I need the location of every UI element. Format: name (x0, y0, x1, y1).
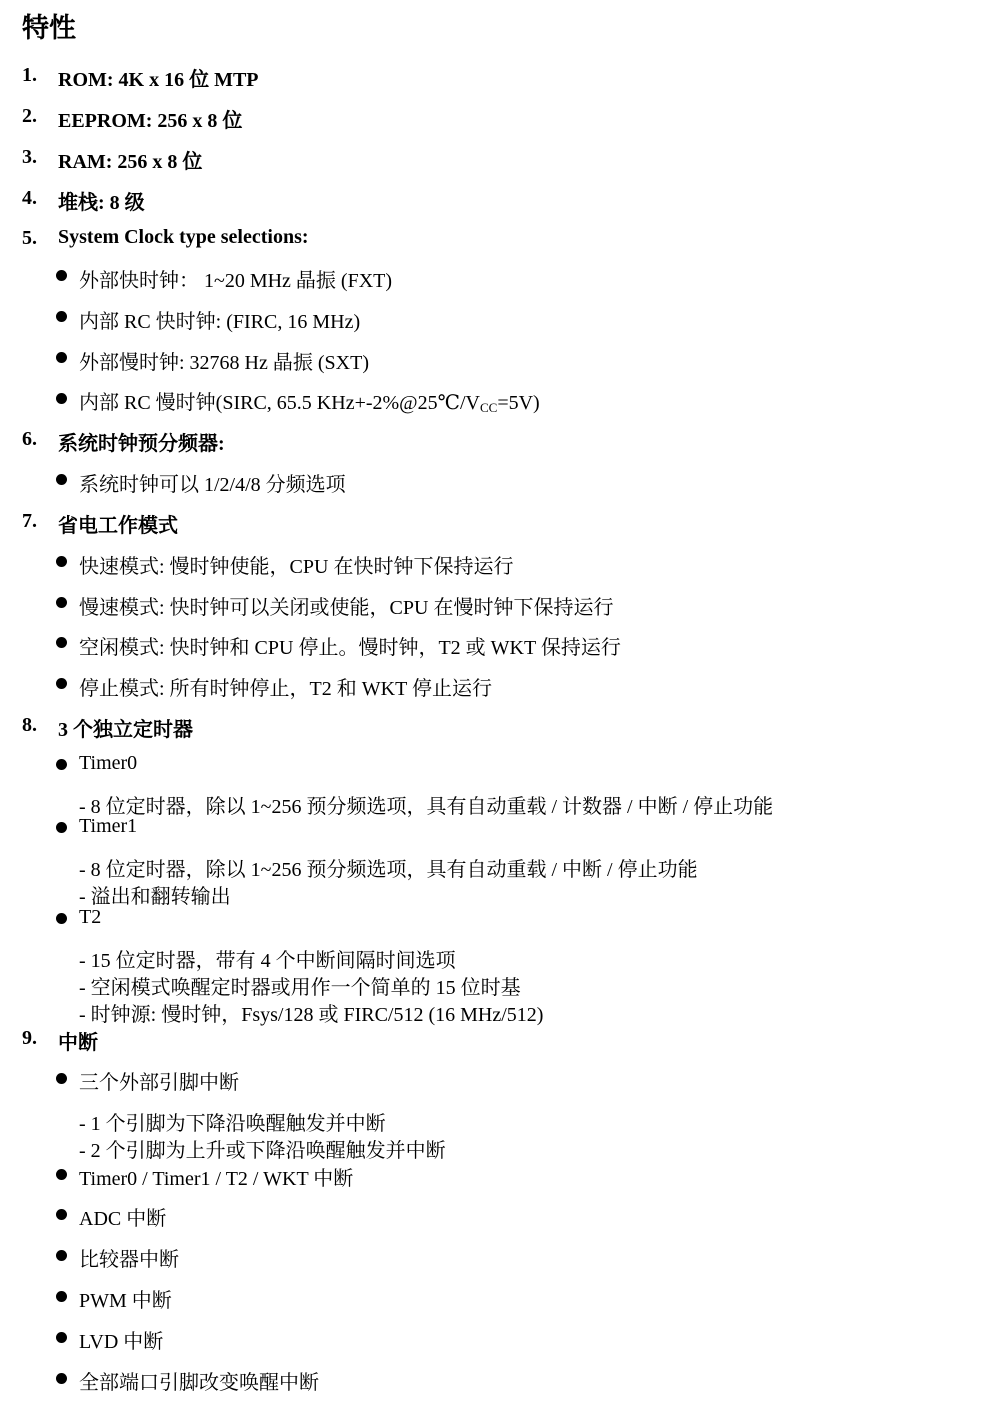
item-heading-interrupts: 中断 (58, 1032, 98, 1054)
bullet-icon (56, 637, 67, 648)
t2-detail: - 时钟源: 慢时钟，Fsys/128 或 FIRC/512 (16 MHz/512) (79, 1004, 544, 1026)
list-item: 内部 RC 快时钟: (FIRC, 16 MHz) (79, 311, 361, 333)
bullet-icon (56, 759, 67, 770)
item-heading-timers: 3 个独立定时器 (58, 719, 193, 741)
list-item-timer1: Timer1 (79, 815, 138, 837)
item-number: 8. (22, 714, 37, 736)
list-item: 系统时钟可以 1/2/4/8 分频选项 (79, 474, 346, 496)
vcc-subscript: CC (479, 400, 498, 415)
list-item: 外部快时钟： 1~20 MHz 晶振 (FXT) (79, 270, 393, 292)
t2-detail: - 空闲模式唤醒定时器或用作一个简单的 15 位时基 (79, 977, 521, 999)
bullet-icon (56, 822, 67, 833)
item-number: 1. (22, 64, 37, 86)
interrupt-detail: - 1 个引脚为下降沿唤醒触发并中断 (79, 1113, 386, 1135)
sirc-text-end: =5V) (497, 392, 540, 414)
page-title: 特性 (22, 13, 76, 44)
list-item: 比较器中断 (79, 1249, 179, 1271)
item-number: 3. (22, 146, 37, 168)
bullet-icon (56, 270, 67, 281)
list-item: Timer0 / Timer1 / T2 / WKT 中断 (79, 1168, 354, 1190)
t2-detail: - 15 位定时器，带有 4 个中断间隔时间选项 (79, 950, 456, 972)
list-item: 全部端口引脚改变唤醒中断 (79, 1372, 319, 1394)
list-item: 停止模式: 所有时钟停止，T2 和 WKT 停止运行 (79, 678, 492, 700)
item-heading-rom: ROM: 4K x 16 位 MTP (58, 69, 259, 91)
bullet-icon (56, 1250, 67, 1261)
item-heading-ram: RAM: 256 x 8 位 (58, 151, 203, 173)
timer0-detail: - 8 位定时器，除以 1~256 预分频选项，具有自动重载 / 计数器 / 中断 / 停止功能 (79, 796, 774, 818)
item-number: 9. (22, 1027, 37, 1049)
bullet-icon (56, 474, 67, 485)
bullet-icon (56, 1073, 67, 1084)
interrupt-detail: - 2 个引脚为上升或下降沿唤醒触发并中断 (79, 1140, 446, 1162)
bullet-icon (56, 1373, 67, 1384)
list-item: LVD 中断 (79, 1331, 164, 1353)
bullet-icon (56, 1169, 67, 1180)
bullet-icon (56, 352, 67, 363)
item-number: 2. (22, 105, 37, 127)
bullet-icon (56, 1332, 67, 1343)
bullet-icon (56, 913, 67, 924)
list-item: 三个外部引脚中断 (79, 1072, 239, 1094)
item-number: 7. (22, 510, 37, 532)
item-heading-eeprom: EEPROM: 256 x 8 位 (58, 110, 243, 132)
item-heading-prescaler: 系统时钟预分频器: (58, 433, 225, 455)
timer1-detail: - 溢出和翻转输出 (79, 886, 231, 908)
list-item: 慢速模式: 快时钟可以关闭或使能，CPU 在慢时钟下保持运行 (79, 597, 614, 619)
sirc-text: 内部 RC 慢时钟(SIRC, 65.5 KHz+-2%@25℃/V (79, 392, 480, 414)
list-item: 空闲模式: 快时钟和 CPU 停止。慢时钟，T2 或 WKT 保持运行 (79, 637, 621, 659)
item-heading-power-modes: 省电工作模式 (58, 515, 178, 537)
list-item: 外部慢时钟: 32768 Hz 晶振 (SXT) (79, 352, 369, 374)
bullet-icon (56, 597, 67, 608)
list-item-timer0: Timer0 (79, 752, 138, 774)
item-number: 4. (22, 187, 37, 209)
bullet-icon (56, 556, 67, 567)
bullet-icon (56, 1291, 67, 1302)
list-item: 快速模式: 慢时钟使能，CPU 在快时钟下保持运行 (79, 556, 514, 578)
bullet-icon (56, 678, 67, 689)
item-heading-stack: 堆栈: 8 级 (58, 192, 145, 214)
item-number: 5. (22, 227, 37, 249)
bullet-icon (56, 311, 67, 322)
list-item: ADC 中断 (79, 1208, 167, 1230)
bullet-icon (56, 1209, 67, 1220)
item-number: 6. (22, 428, 37, 450)
list-item-t2: T2 (79, 906, 102, 928)
list-item: PWM 中断 (79, 1290, 172, 1312)
bullet-icon (56, 393, 67, 404)
timer1-detail: - 8 位定时器，除以 1~256 预分频选项，具有自动重载 / 中断 / 停止功能 (79, 859, 698, 881)
item-heading-system-clock: System Clock type selections: (58, 226, 309, 248)
list-item (79, 386, 540, 416)
